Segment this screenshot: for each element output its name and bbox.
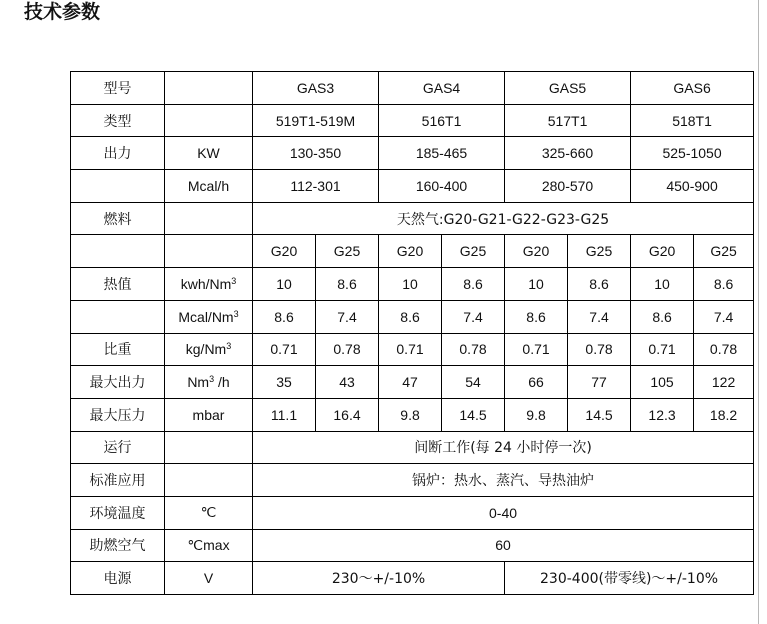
heat-value-kwh-cell: 8.6 [568,268,631,301]
model-cell: GAS4 [379,72,505,105]
max-output-cell: 77 [568,366,631,399]
model-label: 型号 [71,72,165,105]
operation-label: 运行 [71,431,165,464]
output-kw-cell: 185-465 [379,137,505,170]
output-kw-row [71,137,754,170]
density-cell: 0.78 [694,333,754,366]
heat-value-kwh-unit: kwh/Nm$^3$ [165,268,253,301]
power-row [71,562,754,595]
max-output-cell: 66 [505,366,568,399]
output-label: 出力 [71,137,165,170]
max-output-label: 最大出力 [71,366,165,399]
max-pressure-cell: 11.1 [253,398,316,431]
fuel-row [71,202,754,235]
max-output-row [71,366,754,399]
max-pressure-cell: 12.3 [631,398,694,431]
application-value: 锅炉：热水、蒸汽、导热油炉 [253,464,754,497]
page-title: 技术参数 [24,1,101,23]
gas-type-cell: G20 [631,235,694,268]
heat-value-mcal-cell: 7.4 [442,300,505,333]
heat-value-mcal-row [71,300,754,333]
ambient-temp-label: 环境温度 [71,496,165,529]
heat-value-mcal-cell: 8.6 [253,300,316,333]
max-output-cell: 47 [379,366,442,399]
operation-value: 间断工作(每 24 小时停一次) [253,431,754,464]
max-output-cell: 35 [253,366,316,399]
max-output-cell: 43 [316,366,379,399]
model-cell: GAS6 [631,72,754,105]
type-cell: 517T1 [505,104,631,137]
operation-row [71,431,754,464]
max-pressure-cell: 9.8 [505,398,568,431]
output-mcal-cell: 450-900 [631,170,754,203]
power-value-three: 230-400(带零线)～+/-10% [505,562,754,595]
right-divider [758,0,759,624]
gas-type-unit-cell [165,235,253,268]
fuel-value: 天然气:G20-G21-G22-G23-G25 [253,202,754,235]
combustion-air-row [71,529,754,562]
spec-table [70,71,754,595]
output-kw-cell: 325-660 [505,137,631,170]
density-cell: 0.71 [379,333,442,366]
heat-value-mcal-cell: 7.4 [316,300,379,333]
density-cell: 0.71 [505,333,568,366]
heat-value-kwh-row [71,268,754,301]
density-cell: 0.78 [442,333,505,366]
combustion-air-value: 60 [253,529,754,562]
max-pressure-cell: 18.2 [694,398,754,431]
output-kw-cell: 130-350 [253,137,379,170]
top-bar [0,0,767,30]
output-kw-unit: KW [165,137,253,170]
type-cell: 516T1 [379,104,505,137]
model-row [71,72,754,105]
density-cell: 0.71 [631,333,694,366]
ambient-temp-unit: ℃ [165,496,253,529]
max-pressure-cell: 14.5 [568,398,631,431]
max-output-cell: 54 [442,366,505,399]
density-row [71,333,754,366]
max-pressure-unit: mbar [165,398,253,431]
heat-value-mcal-label-cell [71,300,165,333]
max-pressure-cell: 9.8 [379,398,442,431]
density-cell: 0.71 [253,333,316,366]
max-output-cell: 122 [694,366,754,399]
max-pressure-row [71,398,754,431]
power-label: 电源 [71,562,165,595]
model-cell: GAS5 [505,72,631,105]
gas-type-cell: G25 [442,235,505,268]
gas-type-cell: G25 [316,235,379,268]
max-output-cell: 105 [631,366,694,399]
gas-type-cell: G25 [568,235,631,268]
type-cell: 518T1 [631,104,754,137]
gas-type-cell: G20 [505,235,568,268]
heat-value-mcal-cell: 7.4 [568,300,631,333]
gas-type-cell: G20 [379,235,442,268]
heat-value-kwh-cell: 8.6 [316,268,379,301]
density-cell: 0.78 [316,333,379,366]
density-unit: kg/Nm$^3$ [165,333,253,366]
heat-value-mcal-cell: 8.6 [505,300,568,333]
operation-unit-cell [165,431,253,464]
max-pressure-cell: 14.5 [442,398,505,431]
heat-value-kwh-cell: 10 [631,268,694,301]
gas-type-row [71,235,754,268]
power-unit: V [165,562,253,595]
output-mcal-row [71,170,754,203]
output-kw-cell: 525-1050 [631,137,754,170]
type-unit-cell [165,104,253,137]
output-mcal-cell: 280-570 [505,170,631,203]
fuel-label: 燃料 [71,202,165,235]
model-cell: GAS3 [253,72,379,105]
heat-value-kwh-cell: 10 [253,268,316,301]
heat-value-kwh-cell: 8.6 [694,268,754,301]
heat-value-label: 热值 [71,268,165,301]
gas-type-cell: G25 [694,235,754,268]
output-mcal-label-cell [71,170,165,203]
output-mcal-unit: Mcal/h [165,170,253,203]
output-mcal-cell: 160-400 [379,170,505,203]
heat-value-kwh-cell: 8.6 [442,268,505,301]
combustion-air-label: 助燃空气 [71,529,165,562]
type-cell: 519T1-519M [253,104,379,137]
type-row [71,104,754,137]
heat-value-mcal-cell: 8.6 [379,300,442,333]
gas-type-cell: G20 [253,235,316,268]
fuel-unit-cell [165,202,253,235]
application-row [71,464,754,497]
heat-value-mcal-cell: 8.6 [631,300,694,333]
output-mcal-cell: 112-301 [253,170,379,203]
heat-value-mcal-unit: Mcal/Nm$^3$ [165,300,253,333]
power-value-single: 230～+/-10% [253,562,505,595]
heat-value-mcal-cell: 7.4 [694,300,754,333]
max-pressure-cell: 16.4 [316,398,379,431]
ambient-temp-value: 0-40 [253,496,754,529]
gas-type-label-cell [71,235,165,268]
density-cell: 0.78 [568,333,631,366]
combustion-air-unit: ℃max [165,529,253,562]
type-label: 类型 [71,104,165,137]
heat-value-kwh-cell: 10 [379,268,442,301]
application-unit-cell [165,464,253,497]
max-pressure-label: 最大压力 [71,398,165,431]
density-label: 比重 [71,333,165,366]
heat-value-kwh-cell: 10 [505,268,568,301]
model-unit-cell [165,72,253,105]
max-output-unit: Nm$^3$ /h [165,366,253,399]
application-label: 标准应用 [71,464,165,497]
ambient-temp-row [71,496,754,529]
